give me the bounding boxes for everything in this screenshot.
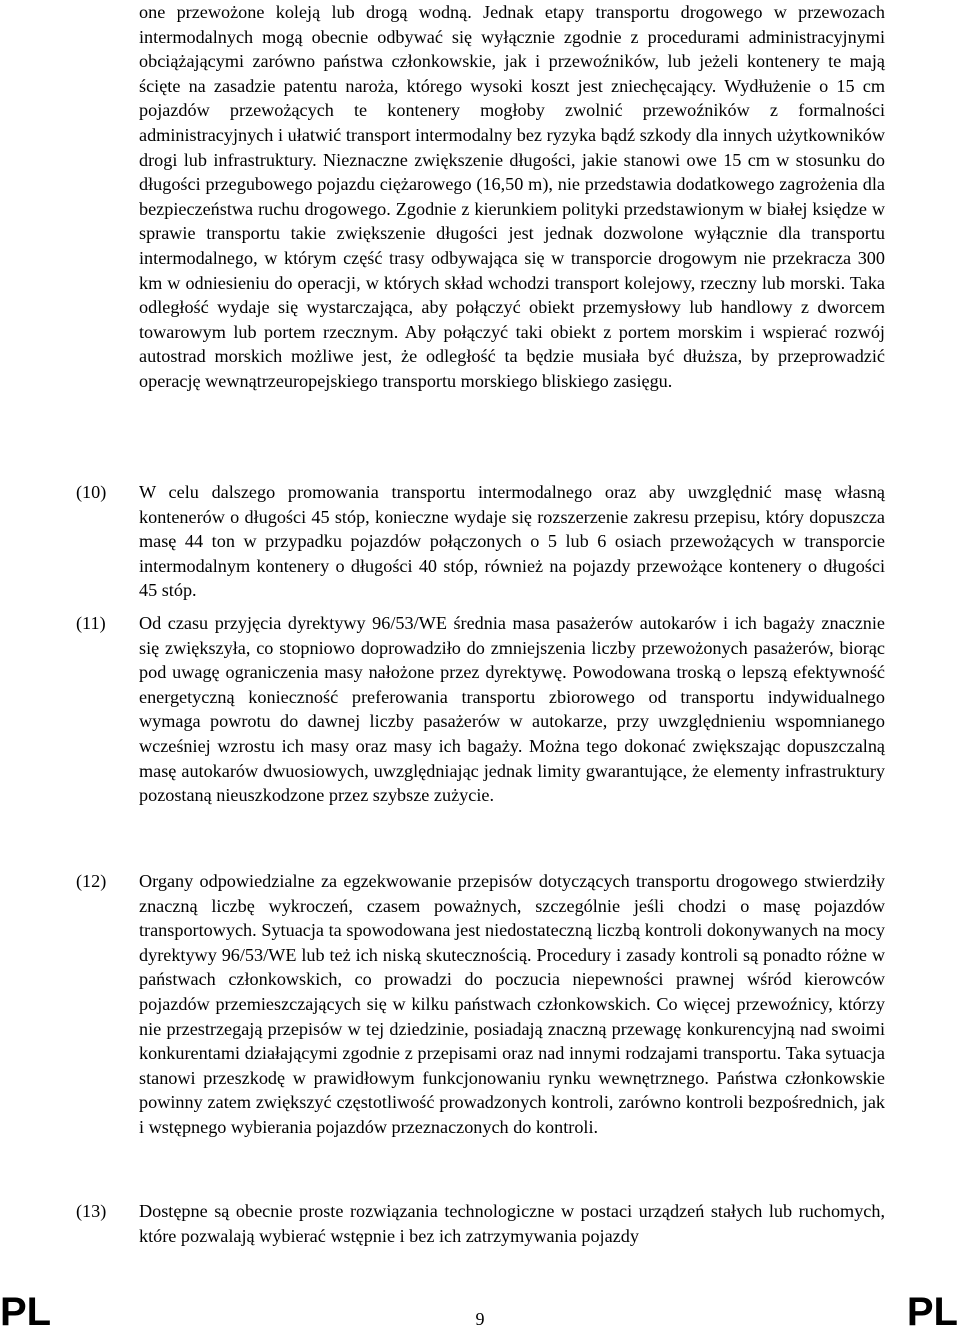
paragraph-number-10: (10) <box>76 482 107 502</box>
paragraph-number-12: (12) <box>76 871 107 891</box>
footer-language-code-right: PL <box>906 1290 958 1334</box>
paragraph-11-text: Od czasu przyjęcia dyrektywy 96/53/WE średnia masa pasażerów autokarów i ich bagaży znacznie się zwiększyła, co stopniowo doprowadziło do zmniejszenia liczby przewożonych pasażerów, biorąc pod uwagę ograniczenia masy nałożone przez dyrektywę. Powodowana troską o lepszą efektywność energetyczną konieczność preferowania transportu zbiorowego od transportu indywidualnego wymaga powrotu do dawnej liczby pasażerów w autokarze, przy uwzględnieniu wspomnianego wcześniej wzrostu ich masy oraz masy ich bagaży. Można tego dokonać zwiększając dopuszczalną masę autokarów dwuosiowych, uwzględniając jednak limity gwarantujące, że elementy infrastruktury pozostaną nieuszkodzone przez szybsze zużycie. <box>139 613 885 806</box>
paragraph-number-11: (11) <box>76 613 106 633</box>
footer-language-code-left: PL <box>0 1290 52 1334</box>
page-number: 9 <box>475 1309 485 1329</box>
paragraph-number-13: (13) <box>76 1201 107 1221</box>
paragraph-10-text: W celu dalszego promowania transportu intermodalnego oraz aby uwzględnić masę własną kontenerów o długości 45 stóp, konieczne wydaje się rozszerzenie zakresu przepisu, który dopuszcza masę 44 ton w przypadku pojazdów połączonych o 5 lub 6 osiach przewożących w transporcie intermodalnym kontenery o długości 40 stóp, również na pojazdy przewożące kontenery o długości 45 stóp. <box>139 482 885 601</box>
paragraph-12-text: Organy odpowiedzialne za egzekwowanie przepisów dotyczących transportu drogowego stwierdziły znaczną liczbę wykroczeń, czasem poważnych, szczególnie jeśli chodzi o masę pojazdów transportowych. Sytuacja ta spowodowana jest niedostateczną liczbą kontroli dokonywanych na mocy dyrektywy 96/53/WE lub też ich niską skutecznością. Procedury i zasady kontroli są ponadto różne w państwach członkowskich, co prowadzi do poczucia niepewności prawnej wśród kierowców pojazdów przemieszczających się w kilku państwach członkowskich. Co więcej przewoźnicy, którzy nie przestrzegają przepisów w tej dziedzinie, posiadają znaczną przewagę konkurencyjną nad swoimi konkurentami działającymi zgodnie z przepisami oraz nad innymi rodzajami transportu. Taka sytuacja stanowi przeszkodę w prawidłowym funkcjonowaniu rynku wewnętrznego. Państwa członkowskie powinny zatem zwiększyć częstotliwość prowadzonych kontroli, zarówno kontroli bezpośrednich, jak i wstępnego wybierania pojazdów przeznaczonych do kontroli. <box>139 871 885 1137</box>
paragraph-13-text: Dostępne są obecnie proste rozwiązania technologiczne w postaci urządzeń stałych lub ruchomych, które pozwalają wybierać wstępnie i bez ich zatrzymywania pojazdy <box>139 1201 885 1246</box>
paragraph-continuation-text: one przewożone koleją lub drogą wodną. Jednak etapy transportu drogowego w przewozach intermodalnych mogą obecnie odbywać się wyłącznie zgodnie z procedurami administracyjnymi obciążającymi zarówno państwa członkowskie, jak i przewoźników, lub jeżeli kontenery te mają ścięte na zasadzie patentu naroża, którego wysoki koszt jest zniechęcający. Wydłużenie o 15 cm pojazdów przewożących te kontenery mogłoby zwolnić przewoźników z formalności administracyjnych i ułatwić transport intermodalny bez ryzyka bądź szkody dla innych użytkowników drogi lub infrastruktury. Nieznaczne zwiększenie długości, jakie stanowi owe 15 cm w stosunku do długości przegubowego pojazdu ciężarowego (16,50 m), nie przedstawia dodatkowego zagrożenia dla bezpieczeństwa ruchu drogowego. Zgodnie z kierunkiem polityki przedstawionym w białej księdze w sprawie transportu takie zwiększenie długości jest jednak dozwolone wyłącznie dla transportu intermodalnego, w którym część trasy odbywająca się w transporcie drogowym nie przekracza 300 km w odniesieniu do operacji, w których skład wchodzi transport kolejowy, rzeczny lub morski. Taka odległość wydaje się wystarczająca, aby połączyć obiekt przemysłowy lub handlowy z dworcem towarowym lub portem rzecznym. Aby połączyć taki obiekt z portem morskim i wspierać rozwój autostrad morskich możliwe jest, że odległość ta będzie musiała być dłuższa, by przeprowadzić operację wewnątrzeuropejskiego transportu morskiego bliskiego zasięgu. <box>139 2 885 391</box>
